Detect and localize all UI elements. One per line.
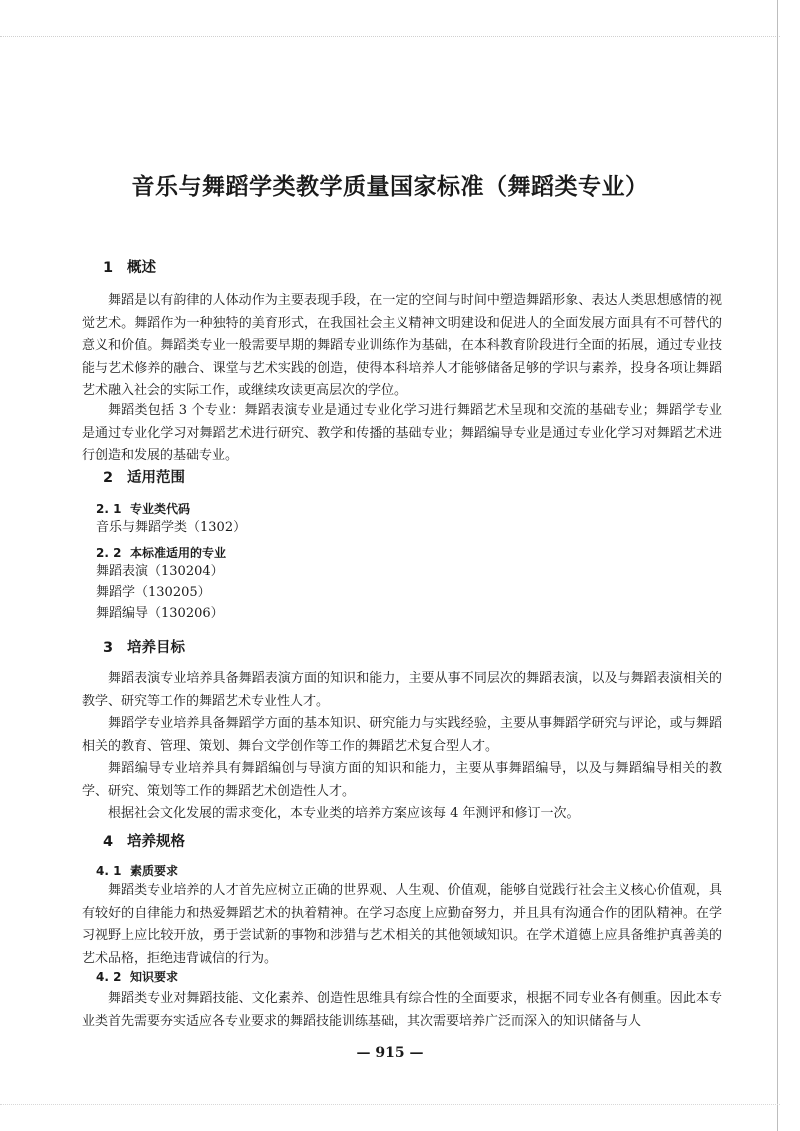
- scan-bottom-edge: [0, 1104, 780, 1106]
- subsection-heading-majors: [96, 544, 226, 561]
- scan-top-edge: [0, 36, 780, 38]
- subsection-number: 2. 1: [96, 502, 122, 516]
- paragraph: 舞蹈类专业培养的人才首先应树立正确的世界观、人生观、价值观，能够自觉践行社会主义核心价值观，具有较好的自律能力和热爱舞蹈艺术的执着精神。在学习态度上应勤奋努力，并且具有沟通合作的团队精神。在学习视野上应比较开放，勇于尝试新的事物和涉猎与艺术相关的其他领域知识。在学术道德上应具备维护真善美的艺术品格，拒绝违背诚信的行为。: [82, 883, 722, 966]
- section-heading-scope: [103, 466, 185, 487]
- section-heading-overview: [103, 256, 156, 277]
- paragraph: 舞蹈是以有韵律的人体动作为主要表现手段，在一定的空间与时间中塑造舞蹈形象、表达人类思想感情的视觉艺术。舞蹈作为一种独特的美育形式，在我国社会主义精神文明建设和促进人的全面发展方面具有不可替代的意义和价值。舞蹈类专业一般需要早期的舞蹈专业训练作为基础，在本科教育阶段进行全面的拓展，通过专业技能与艺术修养的融合、课堂与艺术实践的创造，使得本科培养人才能够储备足够的学识与素养，投身各项让舞蹈艺术融入社会的实际工作，或继续攻读更高层次的学位。: [82, 293, 722, 398]
- subsection-number: 2. 2: [96, 546, 122, 560]
- section-title: 培养目标: [127, 640, 185, 656]
- subsection-number: 4. 1: [96, 864, 122, 878]
- paragraph: 根据社会文化发展的需求变化，本专业类的培养方案应该每 4 年测评和修订一次。: [108, 806, 580, 821]
- section-title: 概述: [127, 260, 156, 276]
- subsection-heading-quality: [96, 862, 178, 879]
- subsection-title: 本标准适用的专业: [130, 546, 227, 560]
- paragraph: 舞蹈类包括 3 个专业：舞蹈表演专业是通过专业化学习进行舞蹈艺术呈现和交流的基础专业；舞蹈学专业是通过专业化学习对舞蹈艺术进行研究、教学和传播的基础专业；舞蹈编导专业是通过专业化学习对舞蹈艺术进行创造和发展的基础专业。: [82, 403, 722, 463]
- section-number: 4: [103, 834, 114, 850]
- paragraph: 舞蹈表演专业培养具备舞蹈表演方面的知识和能力，主要从事不同层次的舞蹈表演，以及与舞蹈表演相关的教学、研究等工作的舞蹈艺术专业性人才。: [82, 671, 722, 709]
- section-number: 3: [103, 640, 114, 656]
- list-item: 音乐与舞蹈学类（1302）: [96, 520, 247, 535]
- section-title: 培养规格: [127, 834, 185, 850]
- subsection-heading-knowledge: [96, 968, 178, 985]
- paragraph: 舞蹈学专业培养具备舞蹈学方面的基本知识、研究能力与实践经验，主要从事舞蹈学研究与评论，或与舞蹈相关的教育、管理、策划、舞台文学创作等工作的舞蹈艺术复合型人才。: [82, 716, 722, 754]
- section-heading-goals: [103, 636, 185, 657]
- page-number: — 915 —: [356, 1045, 424, 1061]
- section-number: 2: [103, 470, 114, 486]
- section-heading-specs: [103, 830, 185, 851]
- section-number: 1: [103, 260, 114, 276]
- subsection-title: 知识要求: [130, 970, 179, 984]
- section-title: 适用范围: [127, 470, 185, 486]
- subsection-number: 4. 2: [96, 970, 122, 984]
- list-item: 舞蹈表演（130204）: [96, 564, 224, 579]
- list-item: 舞蹈学（130205）: [96, 585, 211, 600]
- subsection-title: 素质要求: [130, 864, 179, 878]
- page-title: 音乐与舞蹈学类教学质量国家标准（舞蹈类专业）: [131, 173, 649, 200]
- paragraph: 舞蹈编导专业培养具有舞蹈编创与导演方面的知识和能力，主要从事舞蹈编导，以及与舞蹈编导相关的教学、研究、策划等工作的舞蹈艺术创造性人才。: [82, 761, 722, 799]
- paragraph: 舞蹈类专业对舞蹈技能、文化素养、创造性思维具有综合性的全面要求，根据不同专业各有侧重。因此本专业类首先需要夯实适应各专业要求的舞蹈技能训练基础，其次需要培养广泛而深入的知识储备与人: [82, 991, 722, 1029]
- subsection-title: 专业类代码: [130, 502, 191, 516]
- list-item: 舞蹈编导（130206）: [96, 606, 224, 621]
- subsection-heading-code: [96, 500, 190, 517]
